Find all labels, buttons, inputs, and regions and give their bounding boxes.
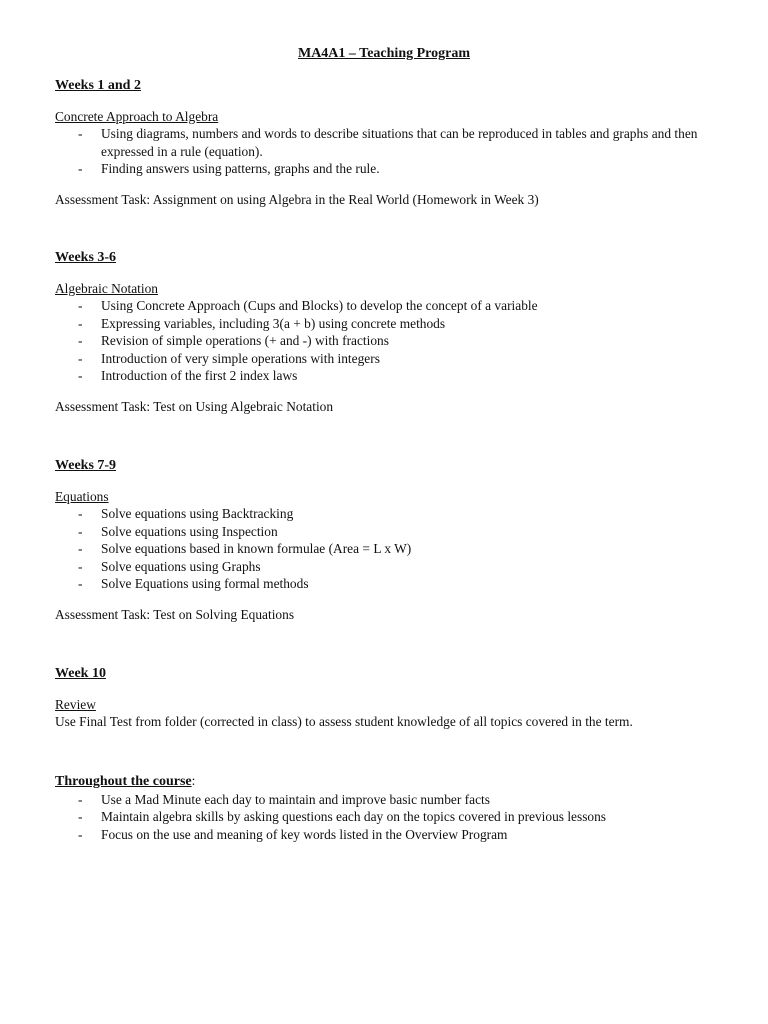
list-item: - Introduction of the first 2 index laws <box>78 368 298 383</box>
throughout-heading: Throughout the course <box>55 774 192 789</box>
list-item: - Use a Mad Minute each day to maintain and improve basic number facts <box>78 791 490 807</box>
list-item: - Solve Equations using formal methods <box>78 576 309 591</box>
assessment-task: Assessment Task: Assignment on using Algebra in the Real World (Homework in Week 3) <box>55 191 539 207</box>
section-weeks-3-6 <box>55 249 725 415</box>
list-item: - Finding answers using patterns, graphs and the rule. <box>78 161 380 176</box>
bullet-marker: - <box>78 161 83 176</box>
section-week-10 <box>55 665 725 731</box>
list-item: - Solve equations using Inspection <box>78 523 278 539</box>
bullet-marker: - <box>78 826 83 842</box>
bullet-list <box>55 125 725 178</box>
bullet-marker: - <box>78 541 83 556</box>
topic-heading: Equations <box>55 488 109 504</box>
topic-heading: Review <box>55 696 96 712</box>
list-item: - Expressing variables, including 3(a + b) using concrete methods <box>78 315 446 331</box>
throughout-heading-line <box>55 772 725 791</box>
bullet-marker: - <box>78 809 83 824</box>
document-title: MA4A1 – Teaching Program <box>297 46 470 61</box>
week-heading: Weeks 1 and 2 <box>55 78 141 93</box>
list-item: - Revision of simple operations (+ and -) with fractions <box>78 333 389 348</box>
bullet-marker: - <box>78 298 83 313</box>
bullet-marker: - <box>78 558 83 574</box>
section-weeks-1-2 <box>55 77 725 208</box>
bullet-marker: - <box>78 126 83 141</box>
week-heading: Weeks 3-6 <box>55 250 117 265</box>
list-item: - Maintain algebra skills by asking questions each day on the topics covered in previous lessons <box>78 809 607 824</box>
list-item: - Solve equations using Backtracking <box>78 506 294 521</box>
list-item: - Using diagrams, numbers and words to describe situations that can be reproduced in tables and graphs and then expressed in a rule (equation). <box>78 126 698 159</box>
bullet-list <box>55 297 725 385</box>
topic-heading: Algebraic Notation <box>55 280 158 296</box>
section-weeks-7-9 <box>55 457 725 623</box>
section-throughout-course <box>55 772 725 843</box>
list-item: - Using Concrete Approach (Cups and Blocks) to develop the concept of a variable <box>78 298 538 313</box>
assessment-task: Assessment Task: Test on Solving Equations <box>55 606 295 622</box>
bullet-marker: - <box>78 791 83 807</box>
topic-heading: Concrete Approach to Algebra <box>55 108 219 124</box>
list-item: - Solve equations based in known formulae (Area = L x W) <box>78 541 412 556</box>
bullet-marker: - <box>78 506 83 521</box>
bullet-marker: - <box>78 368 83 383</box>
bullet-marker: - <box>78 523 83 539</box>
list-item: - Introduction of very simple operations with integers <box>78 350 380 366</box>
bullet-list <box>55 791 725 844</box>
bullet-marker: - <box>78 315 83 331</box>
week-heading: Week 10 <box>55 666 106 681</box>
bullet-list <box>55 505 725 593</box>
week-heading: Weeks 7-9 <box>55 458 117 473</box>
list-item: - Focus on the use and meaning of key words listed in the Overview Program <box>78 826 508 842</box>
assessment-task: Assessment Task: Test on Using Algebraic Notation <box>55 398 334 414</box>
bullet-marker: - <box>78 350 83 366</box>
review-text: Use Final Test from folder (corrected in class) to assess student knowledge of all topics covered in the term. <box>55 714 633 729</box>
bullet-marker: - <box>78 333 83 348</box>
list-item: - Solve equations using Graphs <box>78 558 261 574</box>
bullet-marker: - <box>78 576 83 591</box>
throughout-heading-colon: : <box>191 773 196 788</box>
